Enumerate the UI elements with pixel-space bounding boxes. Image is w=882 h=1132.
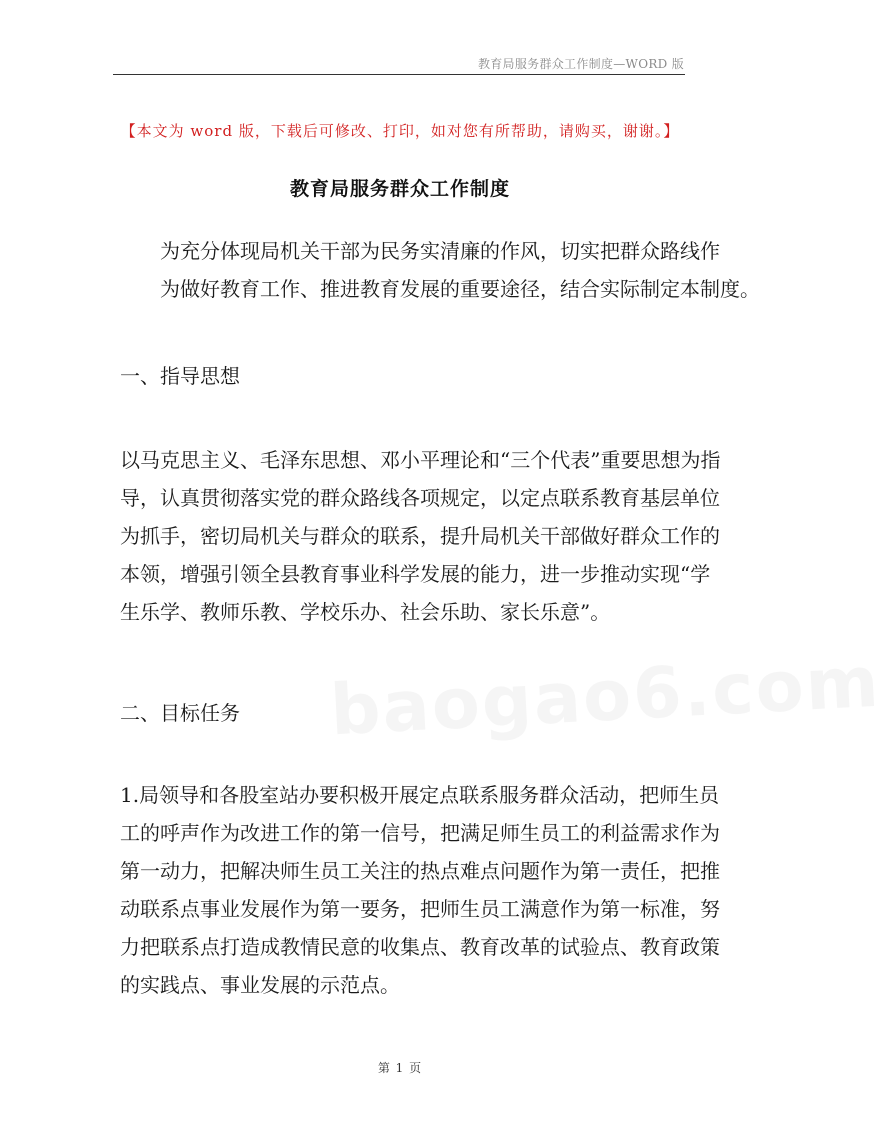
section-heading-guiding-ideology: 一、指导思想 bbox=[120, 364, 240, 388]
paragraph-line: 的实践点、事业发展的示范点。 bbox=[120, 973, 400, 997]
intro-paragraph bbox=[120, 232, 760, 308]
goals-tasks-paragraph bbox=[120, 776, 720, 1004]
paragraph-line: 生乐学、教师乐教、学校乐办、社会乐助、家长乐意”。 bbox=[120, 600, 611, 624]
section-heading-goals-tasks: 二、目标任务 bbox=[120, 701, 240, 725]
paragraph-line: 第一动力，把解决师生员工关注的热点难点问题作为第一责任，把推 bbox=[120, 859, 720, 883]
paragraph-line: 以马克思主义、毛泽东思想、邓小平理论和“三个代表”重要思想为指 bbox=[120, 448, 721, 472]
header-divider bbox=[113, 74, 685, 75]
paragraph-line: 力把联系点打造成教情民意的收集点、教育改革的试验点、教育政策 bbox=[120, 935, 720, 959]
document-title: 教育局服务群众工作制度 bbox=[289, 178, 510, 200]
watermark: baogao6.com bbox=[328, 640, 882, 752]
paragraph-line: 本领，增强引领全县教育事业科学发展的能力，进一步推动实现“学 bbox=[120, 562, 711, 586]
running-header: 教育局服务群众工作制度—WORD 版 bbox=[477, 57, 684, 71]
page-number: 第 1 页 bbox=[377, 1061, 423, 1075]
paragraph-line: 为做好教育工作、推进教育发展的重要途径，结合实际制定本制度。 bbox=[160, 277, 760, 301]
paragraph-line: 为抓手，密切局机关与群众的联系，提升局机关干部做好群众工作的 bbox=[120, 524, 720, 548]
paragraph-line: 工的呼声作为改进工作的第一信号，把满足师生员工的利益需求作为 bbox=[120, 821, 720, 845]
paragraph-line: 1.局领导和各股室站办要积极开展定点联系服务群众活动，把师生员 bbox=[120, 783, 720, 807]
purchase-notice: 【本文为 word 版，下载后可修改、打印，如对您有所帮助，请购买，谢谢。】 bbox=[120, 122, 680, 140]
paragraph-line: 导，认真贯彻落实党的群众路线各项规定，以定点联系教育基层单位 bbox=[120, 486, 720, 510]
paragraph-line: 为充分体现局机关干部为民务实清廉的作风，切实把群众路线作 bbox=[160, 239, 720, 263]
paragraph-line: 动联系点事业发展作为第一要务，把师生员工满意作为第一标准，努 bbox=[120, 897, 720, 921]
guiding-ideology-paragraph bbox=[120, 441, 721, 631]
